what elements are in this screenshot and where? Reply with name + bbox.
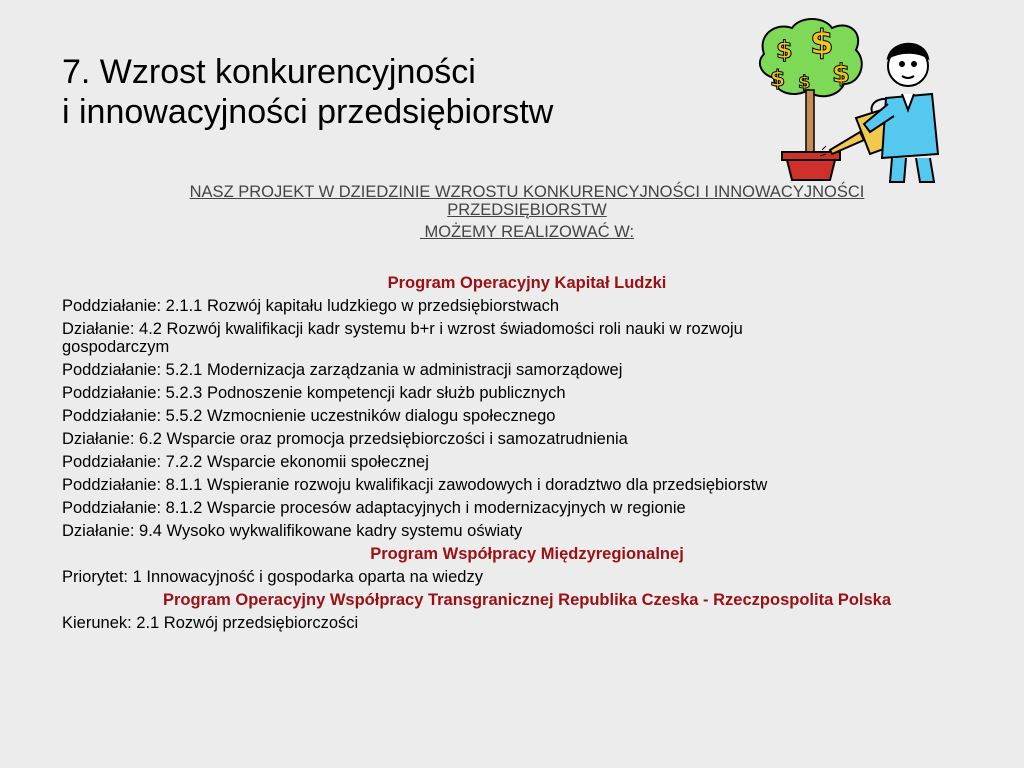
dollar-sign-icon: $ bbox=[810, 23, 834, 63]
list-item: Poddziałanie: 8.1.2 Wsparcie procesów adaptacyjnych i modernizacyjnych w regionie bbox=[62, 499, 686, 517]
subheading-line-2: PRZEDSIĘBIORSTW bbox=[447, 201, 607, 219]
program-heading: Program Operacyjny Kapitał Ludzki bbox=[387, 274, 667, 292]
program-heading: Program Współpracy Międzyregionalnej bbox=[370, 545, 684, 563]
list-item: Kierunek: 2.1 Rozwój przedsiębiorczości bbox=[62, 614, 359, 632]
list-item: Działanie: 6.2 Wsparcie oraz promocja przedsiębiorczości i samozatrudnienia bbox=[62, 430, 628, 448]
program-heading: Program Operacyjny Współpracy Transgranicznej Republika Czeska - Rzeczpospolita Polska bbox=[162, 591, 892, 609]
title-line-2: i innowacyjności przedsiębiorstw bbox=[62, 93, 554, 131]
list-item: Priorytet: 1 Innowacyjność i gospodarka oparta na wiedzy bbox=[62, 568, 483, 586]
dollar-sign-icon: $ bbox=[798, 72, 811, 93]
dollar-sign-icon: $ bbox=[832, 59, 851, 89]
list-item: Poddziałanie: 2.1.1 Rozwój kapitału ludzkiego w przedsiębiorstwach bbox=[62, 297, 560, 315]
subheading-line-1: NASZ PROJEKT W DZIEDZINIE WZROSTU KONKURENCYJNOŚCI I INNOWACYJNOŚCI bbox=[189, 183, 865, 201]
list-item-text: Działanie: 4.2 Rozwój kwalifikacji kadr systemu b+r i wzrost świadomości roli nauki w rozwoju bbox=[62, 320, 743, 338]
list-item: Poddziałanie: 7.2.2 Wsparcie ekonomii społecznej bbox=[62, 453, 429, 471]
dollar-sign-icon: $ bbox=[770, 67, 786, 92]
list-item bbox=[62, 318, 992, 356]
list-item: Poddziałanie: 5.2.3 Podnoszenie kompetencji kadr służb publicznych bbox=[62, 384, 566, 402]
subheading-line-3: MOŻEMY REALIZOWAĆ W: bbox=[419, 223, 635, 241]
list-item-continuation: gospodarczym bbox=[62, 338, 170, 356]
list-item: Działanie: 9.4 Wysoko wykwalifikowane kadry systemu oświaty bbox=[62, 522, 523, 540]
list-item: Poddziałanie: 5.5.2 Wzmocnienie uczestników dialogu społecznego bbox=[62, 407, 556, 425]
dollar-sign-icon: $ bbox=[776, 36, 793, 64]
man-watering-money-tree-icon bbox=[752, 14, 952, 184]
slide-title bbox=[62, 52, 553, 132]
program-list bbox=[62, 272, 992, 635]
list-item: Poddziałanie: 8.1.1 Wspieranie rozwoju kwalifikacji zawodowych i doradztwo dla przedsiębiorstw bbox=[62, 476, 768, 494]
projects-subheading bbox=[62, 183, 992, 241]
list-item: Poddziałanie: 5.2.1 Modernizacja zarządzania w administracji samorządowej bbox=[62, 361, 623, 379]
title-line-1: 7. Wzrost konkurencyjności bbox=[62, 53, 476, 91]
